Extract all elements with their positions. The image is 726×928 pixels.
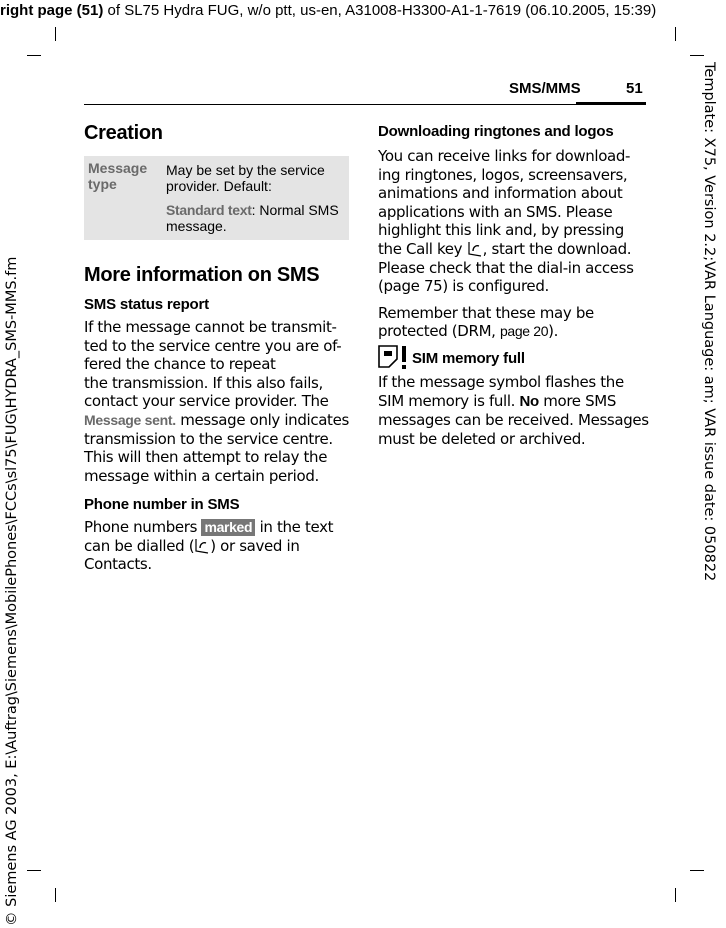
text-line: ing ringtones, logos, screensavers, (378, 165, 628, 184)
text-line: If the message symbol flashes the (378, 373, 624, 391)
print-header-page: right page (51) (0, 2, 104, 19)
text-line (378, 240, 668, 259)
text-line: If the message cannot be transmit- (84, 318, 337, 336)
print-header-info: of SL75 Hydra FUG, w/o ptt, us-en, A31008-H3300-A1-1-7619 (06.10.2005, 15:39) (103, 2, 657, 19)
call-key-icon (194, 538, 210, 554)
sim-full-icon (378, 345, 410, 371)
text-fragment: the Call key (378, 239, 467, 258)
message-type-value (166, 162, 346, 234)
text-fragment: message only indicates (175, 410, 349, 429)
text-line: You can receive links for download- (378, 147, 631, 165)
text-line (378, 392, 668, 412)
status-report-text (84, 318, 356, 485)
more-info-heading: More information on SMS (84, 264, 320, 286)
crop-mark (55, 27, 56, 41)
creation-heading: Creation (84, 122, 163, 144)
text-line: messages can be received. Messages (378, 411, 649, 430)
call-key-icon (467, 241, 483, 257)
text-line: This will then attempt to relay the (84, 448, 328, 467)
message-type-desc: May be set by the service provider. Default: (166, 162, 325, 194)
message-sent-menu-text: Message sent. (84, 411, 176, 428)
sim-full-heading: SIM memory full (412, 350, 525, 367)
text-line: Contacts. (84, 555, 152, 574)
header-rule-bold (576, 102, 646, 105)
phone-number-text (84, 518, 356, 574)
phone-number-heading: Phone number in SMS (84, 496, 240, 513)
marked-softkey: marked (201, 519, 255, 536)
crop-mark (27, 870, 41, 871)
standard-text-desc: : Normal SMS message. (166, 202, 339, 234)
text-line: highlight this link and, by pressing (378, 221, 624, 240)
standard-text-option: Standard text (166, 202, 252, 218)
text-fragment: ). (548, 322, 559, 341)
text-line: transmission to the service centre. (84, 429, 333, 448)
sim-full-text (378, 373, 668, 448)
text-line: applications with an SMS. Please (378, 202, 613, 221)
crop-mark (27, 55, 41, 56)
copyright-path: © Siemens AG 2003, E:\Auftrag\Siemens\MobilePhones\FCCs\sl75\FUG\HYDRA_SMS-MMS.fm (4, 256, 20, 926)
text-line: fered the chance to repeat (84, 355, 276, 374)
text-fragment: Phone numbers (84, 518, 202, 536)
text-line: (page 75) is configured. (378, 277, 549, 296)
text-fragment: in the text (255, 518, 334, 536)
text-fragment: can be dialled ( (84, 536, 195, 555)
section-title: SMS/MMS (509, 80, 581, 97)
text-line: Please check that the dial-in access (378, 258, 634, 277)
text-line (84, 537, 356, 556)
text-fragment: ) or saved in (210, 536, 300, 555)
text-fragment: SIM memory is full. (378, 391, 520, 410)
crop-mark (690, 55, 704, 56)
message-type-option (166, 202, 346, 234)
text-line: animations and information about (378, 184, 623, 203)
text-line (84, 411, 356, 430)
crop-mark (675, 27, 676, 41)
crop-mark (675, 888, 676, 902)
downloading-heading: Downloading ringtones and logos (378, 123, 614, 140)
no-word: No (519, 392, 539, 410)
text-line: Remember that these may be (378, 303, 594, 322)
message-type-table (84, 156, 349, 240)
text-fragment: , start the download. (482, 239, 632, 258)
print-header (0, 2, 726, 19)
crop-mark (55, 888, 56, 902)
text-line: message within a certain period. (84, 466, 319, 485)
template-info: Template: X75, Version 2.2;VAR Language: am; VAR issue date: 050822 (701, 62, 717, 582)
page-number: 51 (626, 80, 643, 97)
status-report-heading: SMS status report (84, 296, 209, 313)
text-line: must be deleted or archived. (378, 429, 586, 448)
message-type-label: Message type (88, 160, 148, 192)
text-line: ted to the service centre you are of- (84, 336, 342, 355)
text-fragment: more SMS (538, 391, 617, 410)
text-line: the transmission. If this also fails, (84, 373, 323, 392)
text-line: contact your service provider. The (84, 392, 329, 411)
crop-mark (690, 870, 704, 871)
downloading-text (378, 147, 668, 341)
text-line (84, 518, 356, 537)
page-reference: page 20 (500, 323, 549, 340)
text-fragment: protected (DRM, (378, 322, 500, 341)
header-rule (84, 104, 576, 105)
text-line (378, 322, 668, 341)
